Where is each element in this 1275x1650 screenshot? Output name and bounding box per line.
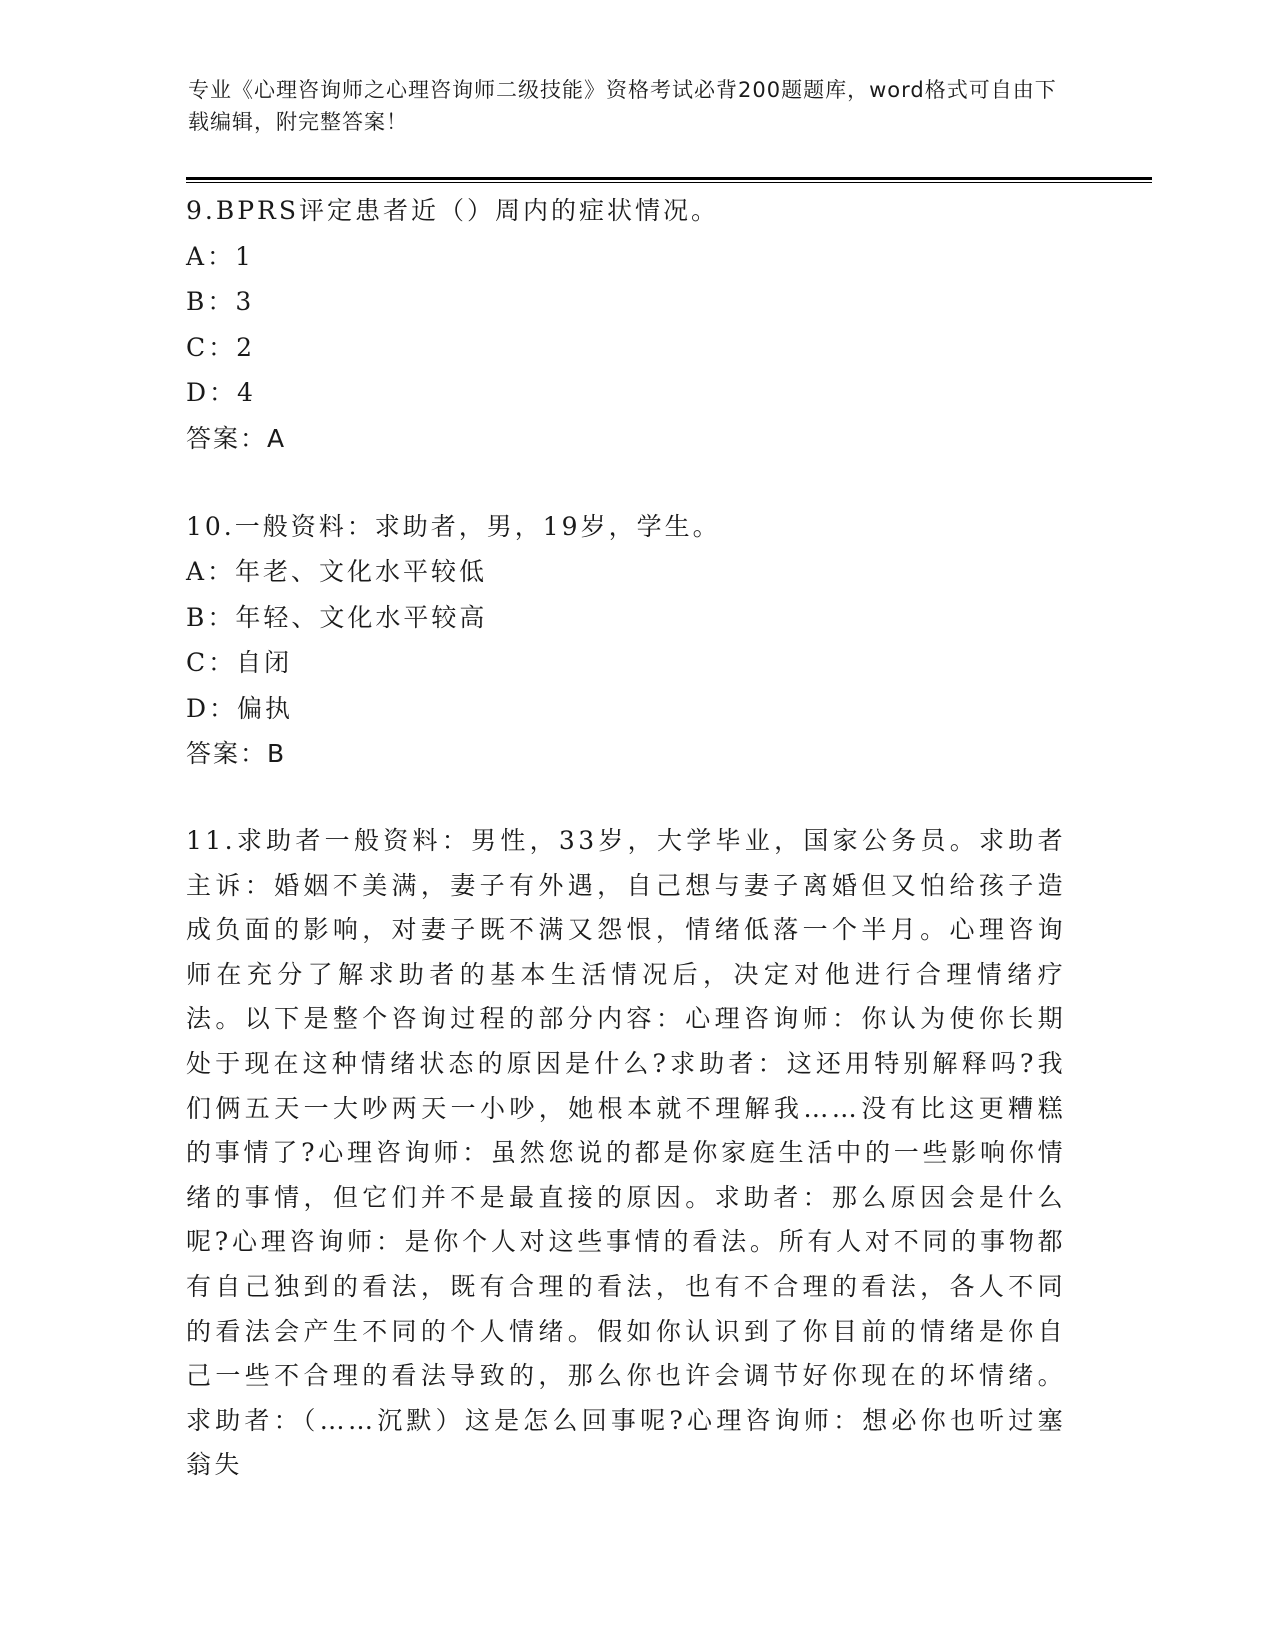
option-a: A：年老、文化水平较低 [186, 557, 488, 586]
answer-line: 答案：B [186, 739, 287, 768]
page-header: 专业《心理咨询师之心理咨询师二级技能》资格考试必背200题题库，word格式可自由下载编辑，附完整答案！ [188, 78, 1057, 134]
option-b: B：3 [186, 287, 255, 316]
question-stem: 11.求助者一般资料：男性，33岁，大学毕业，国家公务员。求助者主诉：婚姻不美满，妻子有外遇，自己想与妻子离婚但又怕给孩子造成负面的影响，对妻子既不满又怨恨，情绪低落一个半月。心理咨询师在充分了解求助者的基本生活情况后，决定对他进行合理情绪疗法。以下是整个咨询过程的部分内容：心理咨询师：你认为使你长期处于现在这种情绪状态的原因是什么?求助者：这还用特别解释吗?我们俩五天一大吵两天一小吵，她根本就不理解我……没有比这更糟糕的事情了?心理咨询师：虽然您说的都是你家庭生活中的一些影响你情绪的事情，但它们并不是最直接的原因。求助者：那么原因会是什么呢?心理咨询师：是你个人对这些事情的看法。所有人对不同的事物都有自己独到的看法，既有合理的看法，也有不合理的看法，各人不同的看法会产生不同的个人情绪。假如你认识到了你目前的情绪是你自己一些不合理的看法导致的，那么你也许会调节好你现在的坏情绪。求助者：（……沉默）这是怎么回事呢?心理咨询师：想必你也听过塞翁失 [186, 826, 1066, 1480]
question-stem: 9.BPRS评定患者近（）周内的症状情况。 [186, 196, 719, 225]
question-9 [186, 188, 1086, 461]
question-11 [186, 819, 1086, 1488]
document-body [186, 188, 1086, 1488]
option-d: D：4 [186, 378, 256, 407]
option-c: C：2 [186, 332, 256, 362]
question-spacer [186, 776, 1086, 819]
option-a: A：1 [186, 241, 254, 271]
header-rule-thin [186, 182, 1152, 183]
option-d: D：偏执 [186, 693, 294, 723]
question-stem: 10.一般资料：求助者，男，19岁，学生。 [186, 511, 721, 541]
header-rule-thick [186, 177, 1152, 180]
question-spacer [186, 461, 1086, 504]
question-10 [186, 504, 1086, 777]
answer-line: 答案：A [186, 423, 287, 453]
option-b: B：年轻、文化水平较高 [186, 602, 488, 632]
option-c: C：自闭 [186, 648, 293, 677]
